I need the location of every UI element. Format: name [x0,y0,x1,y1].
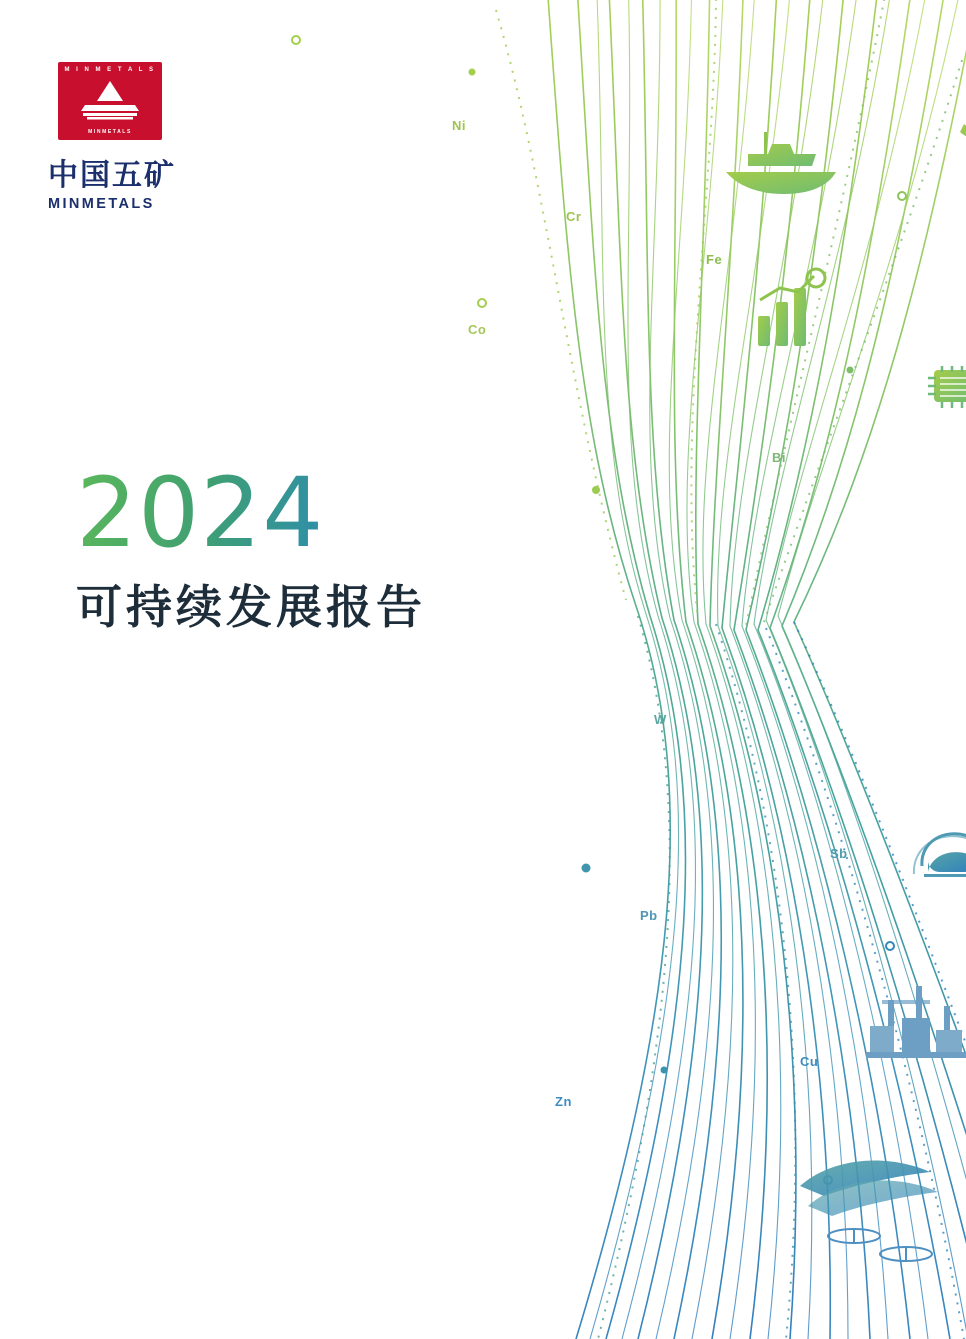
element-label-fe: Fe [706,252,723,267]
minmetals-emblem-icon [58,62,162,140]
naval-ship-icon [726,132,836,194]
emblem-mountain-icon [77,79,143,123]
company-name-cn: 中国五矿 [48,158,176,193]
high-speed-rail-icon [914,820,966,877]
wind-turbine-icon [800,1160,938,1261]
cover-artwork [246,0,966,1339]
report-year: 2024 [76,468,426,559]
element-label-cr: Cr [566,209,582,224]
element-label-zn: Zn [555,1094,572,1109]
element-label-pb: Pb [640,908,658,923]
element-label-ni: Ni [452,118,466,133]
heart-in-hand-icon [960,88,966,146]
element-label-bi: Bi [772,450,786,465]
element-label-w: W [654,712,667,727]
cover-title-block [76,457,426,637]
element-label-sb: Sb [830,846,848,861]
growth-bar-chart-icon [758,269,825,346]
company-name-en: MINMETALS [48,196,155,212]
report-title: 可持续发展报告 [76,580,426,635]
minmetals-logo [48,62,228,212]
microchip-icon [928,366,966,408]
emblem-top-text: M I N M E T A L S [64,67,156,73]
industrial-plant-icon [866,986,966,1058]
emblem-bottom-text: MINMETALS [88,129,132,135]
element-label-cu: Cu [800,1054,819,1069]
element-label-co: Co [468,322,487,337]
